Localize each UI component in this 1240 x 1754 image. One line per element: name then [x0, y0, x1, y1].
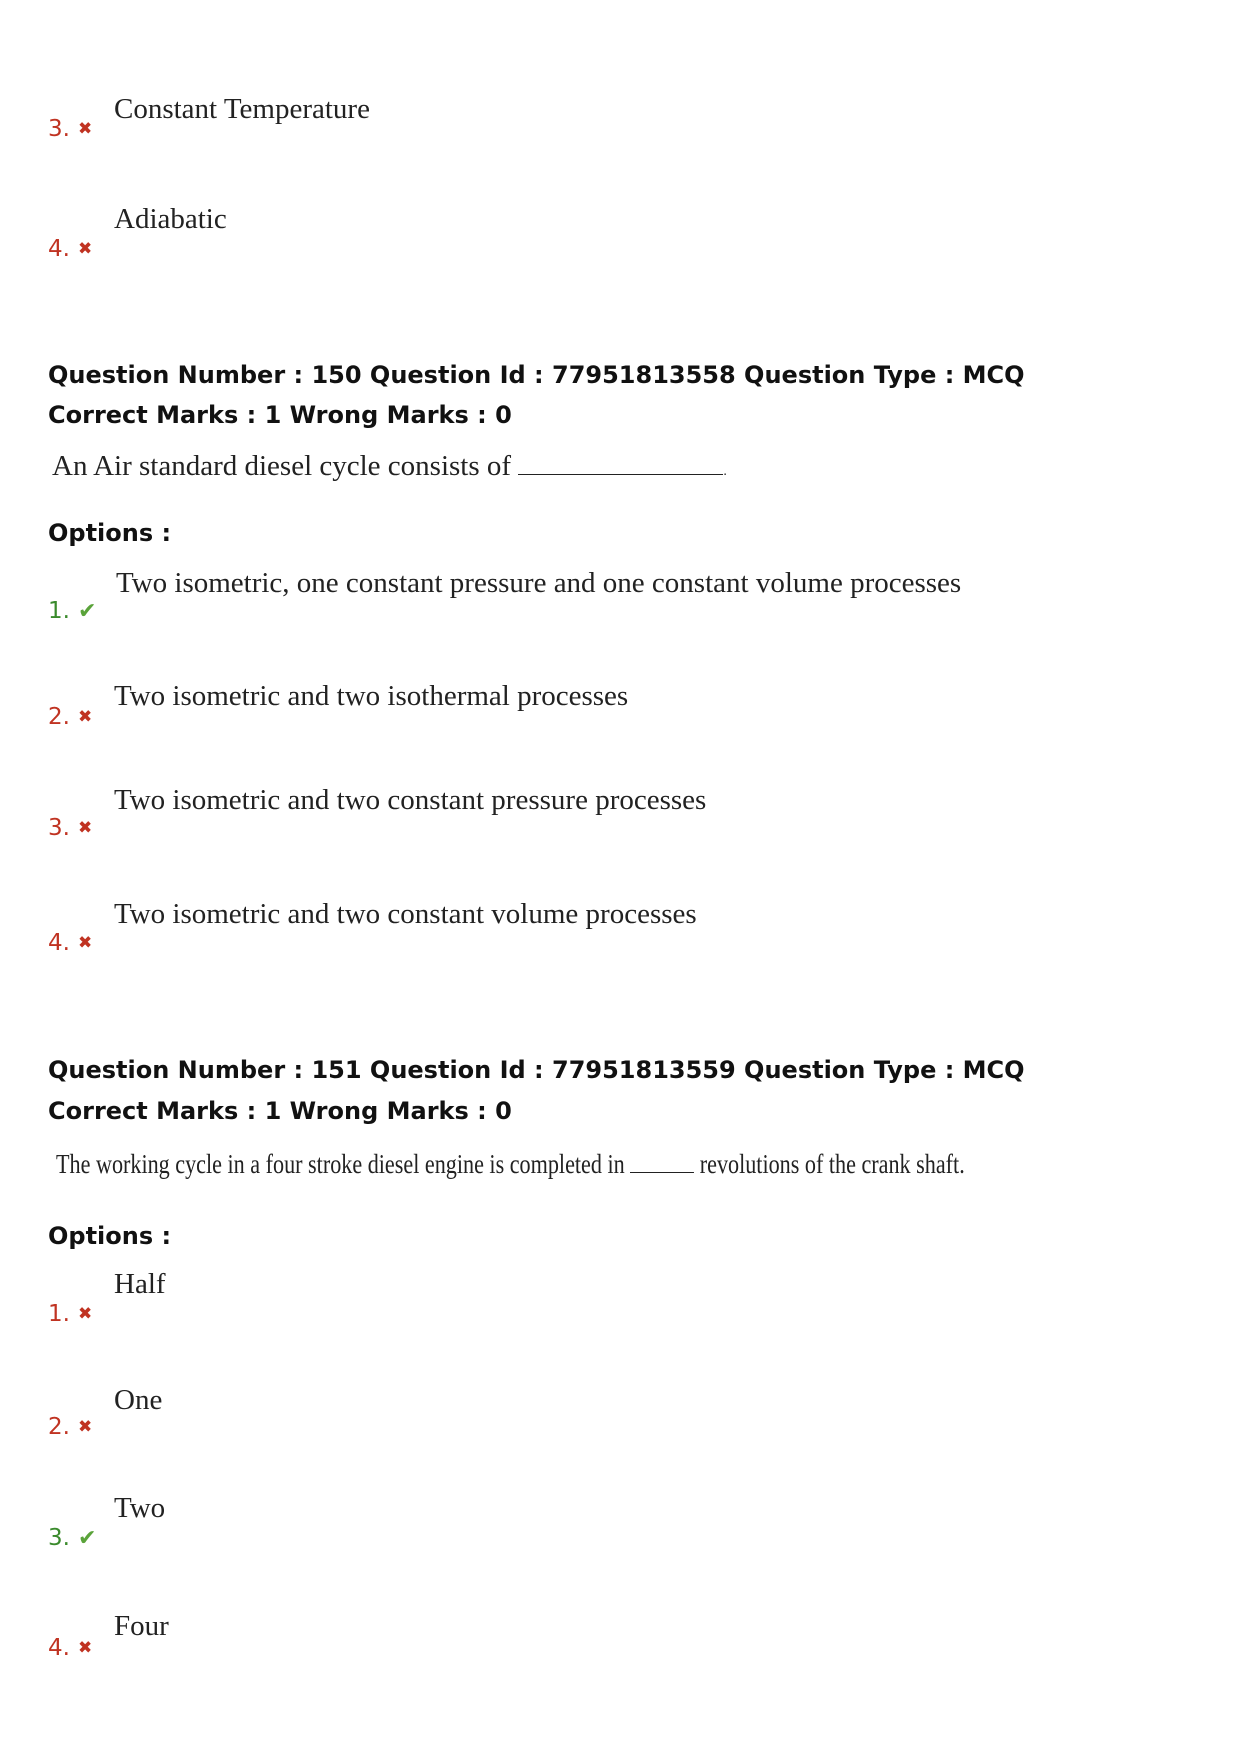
option-text: Two isometric and two constant volume processes	[114, 898, 697, 930]
cross-icon: ✖	[77, 119, 93, 139]
cross-icon: ✖	[77, 933, 93, 953]
question-header: Question Number : 151 Question Id : 77951813559 Question Type : MCQ	[48, 1056, 1025, 1084]
cross-icon: ✖	[77, 707, 93, 727]
marks-header: Correct Marks : 1 Wrong Marks : 0	[48, 1097, 512, 1125]
option-text: Two isometric and two constant pressure processes	[114, 784, 707, 816]
option-number: 1.	[48, 598, 70, 624]
option-text: Two isometric and two isothermal processes	[114, 680, 629, 712]
cross-icon: ✖	[77, 818, 93, 838]
option-text: Constant Temperature	[114, 93, 370, 125]
check-icon: ✔	[77, 599, 97, 624]
question-text	[52, 452, 727, 481]
option-number: 2.	[48, 1414, 70, 1440]
question-text	[56, 1151, 965, 1178]
answer-blank	[630, 1172, 694, 1173]
cross-icon: ✖	[77, 1304, 93, 1324]
option-text: Four	[114, 1610, 169, 1642]
answer-blank	[518, 474, 723, 475]
cross-icon: ✖	[77, 239, 93, 259]
marks-header: Correct Marks : 1 Wrong Marks : 0	[48, 401, 512, 429]
option-row	[48, 600, 96, 623]
option-text: Two	[114, 1492, 166, 1524]
options-label: Options :	[48, 1222, 172, 1250]
option-text: Half	[114, 1268, 166, 1300]
option-row	[48, 238, 92, 261]
option-row	[48, 706, 92, 729]
option-number: 4.	[48, 236, 70, 262]
option-number: 3.	[48, 116, 70, 142]
option-text: Adiabatic	[114, 203, 227, 235]
option-number: 4.	[48, 930, 70, 956]
cross-icon: ✖	[77, 1638, 93, 1658]
check-icon: ✔	[77, 1526, 97, 1551]
options-label: Options :	[48, 519, 172, 547]
option-number: 3.	[48, 815, 70, 841]
cross-icon: ✖	[77, 1417, 93, 1437]
option-row	[48, 1303, 92, 1326]
question-stem: An Air standard diesel cycle consists of	[52, 450, 512, 482]
option-text: Two isometric, one constant pressure and one constant volume processes	[116, 567, 962, 599]
option-number: 1.	[48, 1301, 70, 1327]
option-row	[48, 1416, 92, 1439]
question-header: Question Number : 150 Question Id : 77951813558 Question Type : MCQ	[48, 361, 1025, 389]
option-text: One	[114, 1384, 163, 1416]
option-number: 3.	[48, 1525, 70, 1551]
option-row	[48, 932, 92, 955]
question-end: .	[723, 464, 727, 479]
option-row	[48, 1527, 96, 1550]
option-number: 2.	[48, 704, 70, 730]
question-stem-end: revolutions of the crank shaft.	[699, 1149, 965, 1179]
option-row	[48, 1637, 92, 1660]
option-row	[48, 817, 92, 840]
option-row	[48, 118, 92, 141]
option-number: 4.	[48, 1635, 70, 1661]
question-stem: The working cycle in a four stroke diesel engine is completed in	[56, 1149, 625, 1179]
